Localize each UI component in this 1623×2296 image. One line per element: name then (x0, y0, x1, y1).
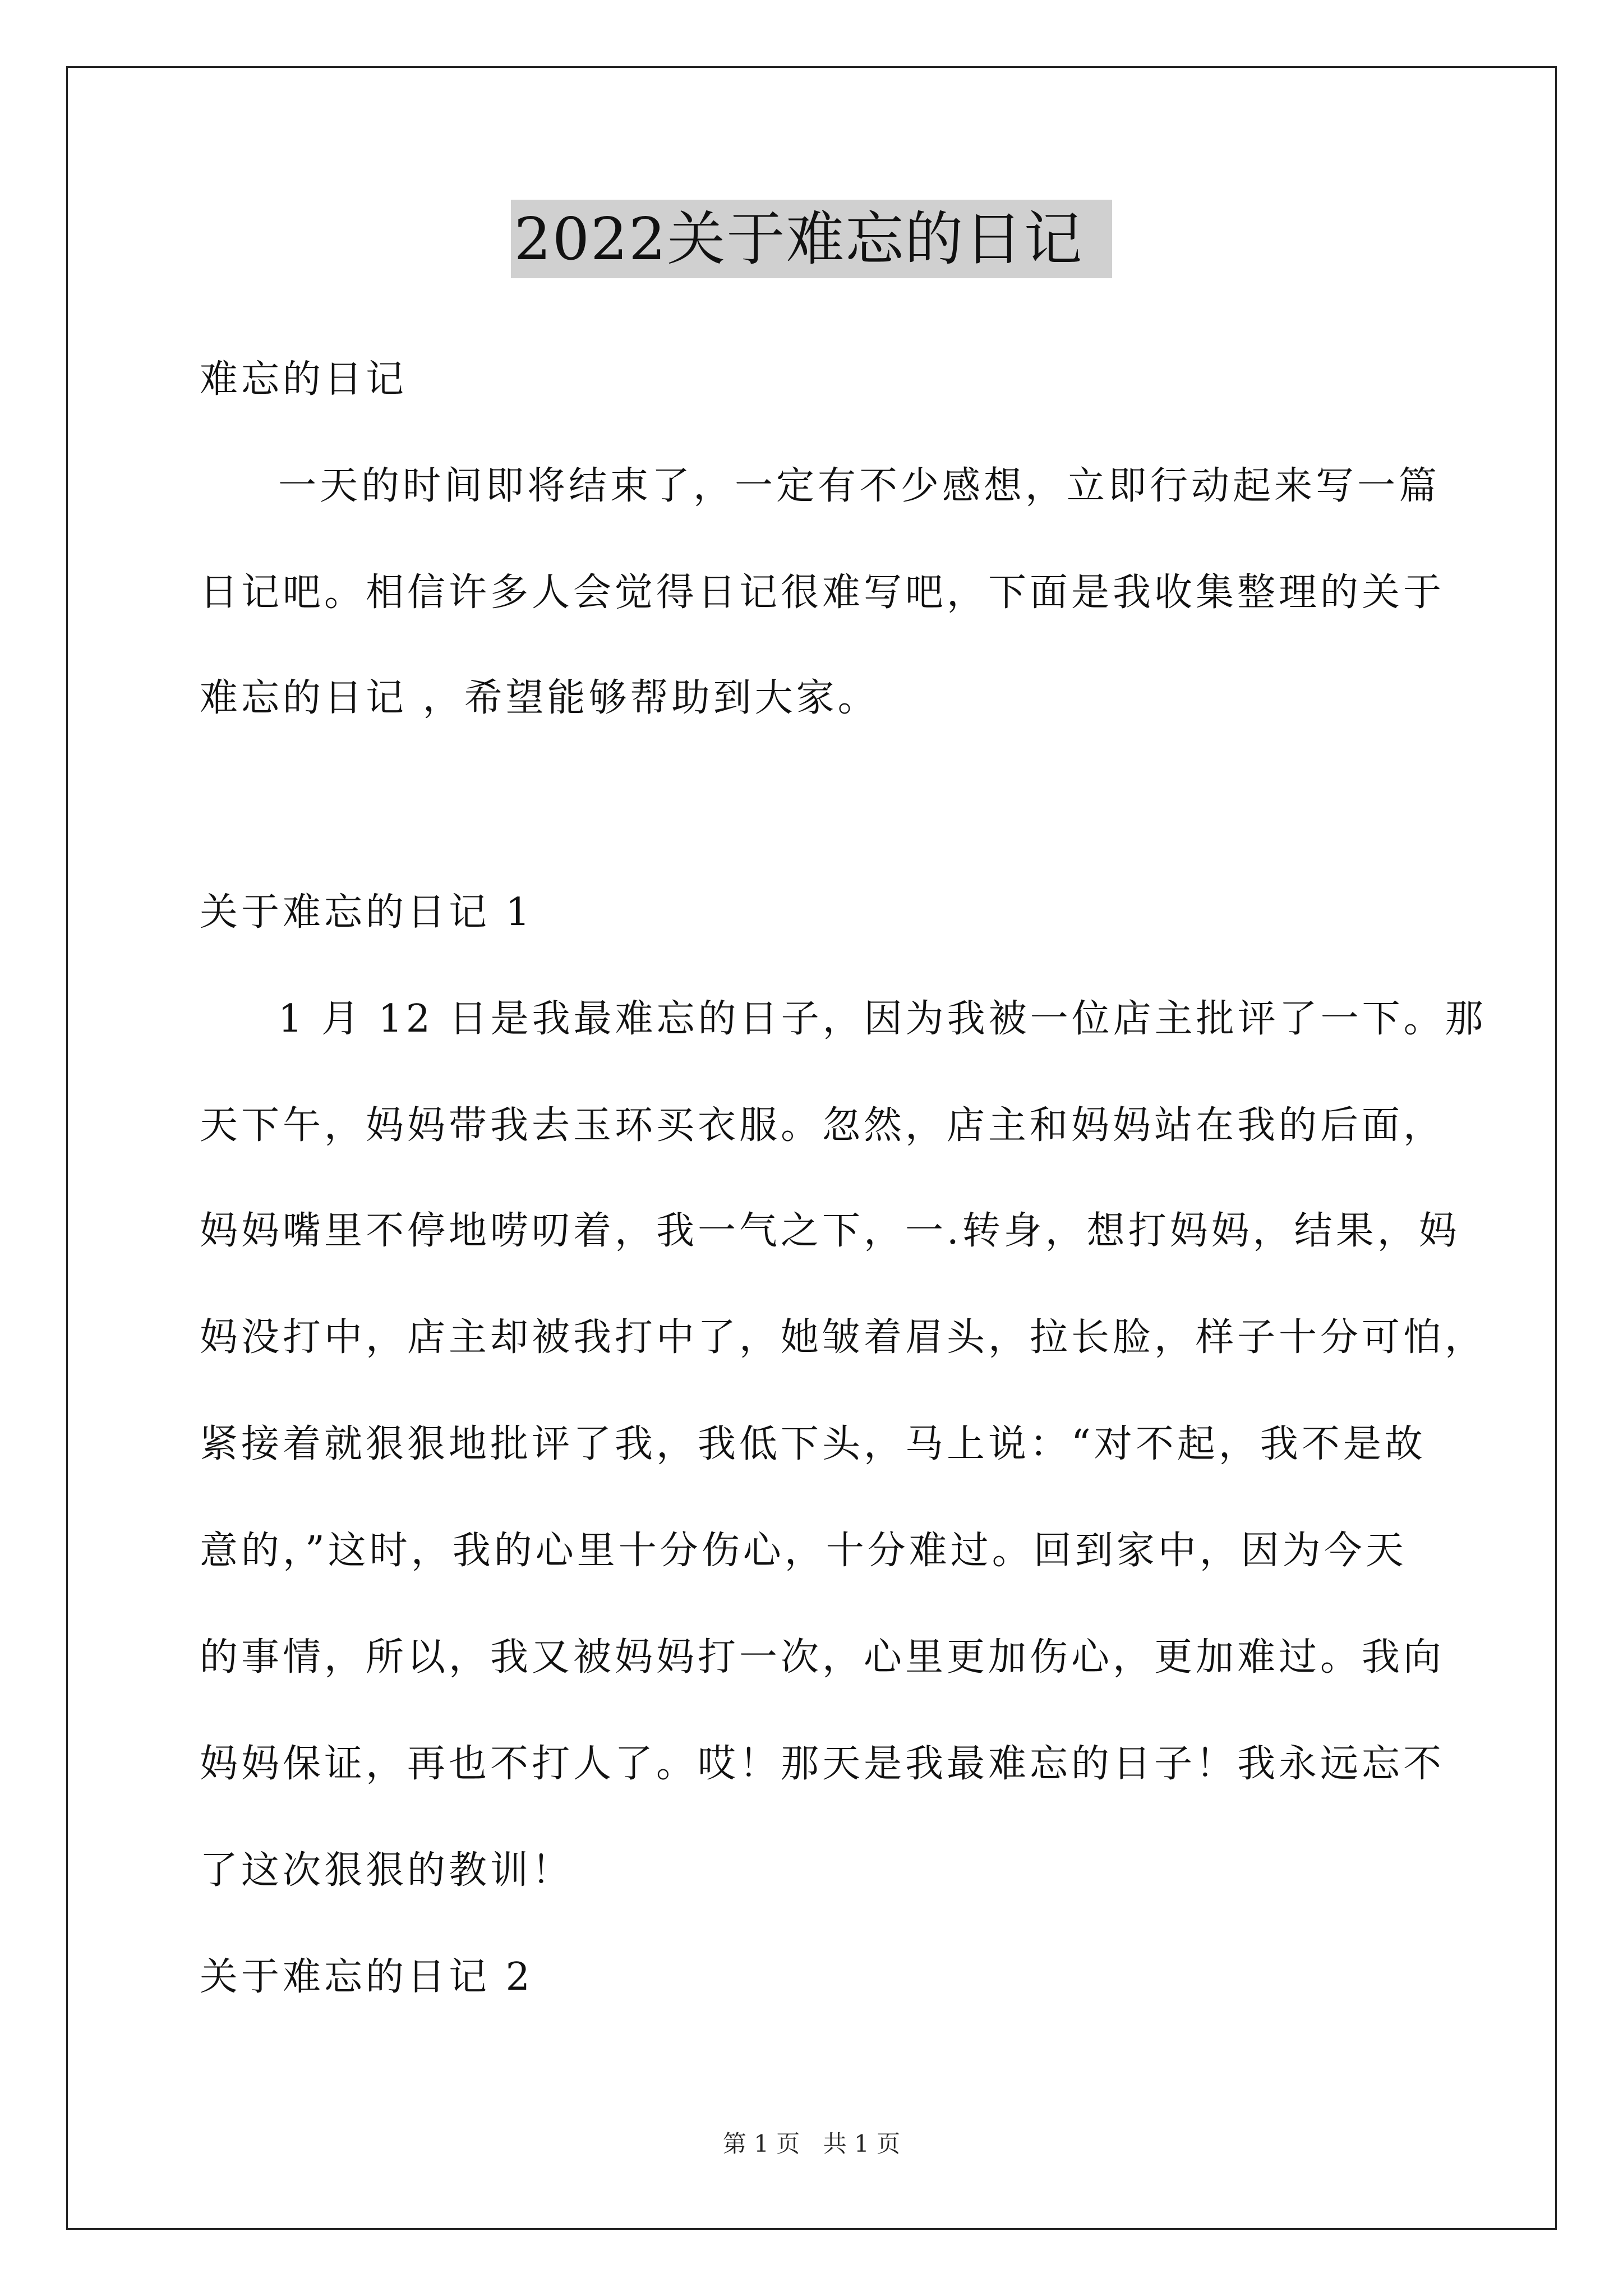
paragraph-line: 意的，”这时，我的心里十分伤心，十分难过。回到家中，因为今天 (200, 1529, 1407, 1573)
paragraph-line: 的事情，所以，我又被妈妈打一次，心里更加伤心，更加难过。我向 (200, 1635, 1445, 1680)
paragraph-line: 紧接着就狠狠地批评了我，我低下头，马上说：“对不起，我不是故 (200, 1422, 1426, 1466)
paragraph-line: 一天的时间即将结束了，一定有不少感想，立即行动起来写一篇 (278, 464, 1441, 508)
paragraph-line: 了这次狠狠的教训！ (200, 1848, 574, 1893)
paragraph-line: 1 月 12 日是我最难忘的日子，因为我被一位店主批评了一下。那 (278, 997, 1487, 1041)
page-number: 第 1 页 (722, 2130, 800, 2157)
section-heading: 关于难忘的日记 2 (200, 1955, 533, 1999)
paragraph-line: 妈妈保证，再也不打人了。哎！那天是我最难忘的日子！我永远忘不 (200, 1742, 1445, 1786)
paragraph-line: 天下午，妈妈带我去玉环买衣服。忽然，店主和妈妈站在我的后面， (200, 1103, 1445, 1148)
paragraph-line: 难忘的日记 ，希望能够帮助到大家。 (200, 676, 879, 720)
page-total: 共 1 页 (823, 2130, 901, 2157)
paragraph-line: 妈妈嘴里不停地唠叨着，我一气之下，一.转身，想打妈妈，结果，妈 (200, 1209, 1460, 1253)
paragraph-line: 妈没打中，店主却被我打中了，她皱着眉头，拉长脸，样子十分可怕， (200, 1315, 1487, 1360)
paragraph-line: 日记吧。相信许多人会觉得日记很难写吧，下面是我收集整理的关于 (200, 570, 1445, 615)
title-container (0, 200, 1623, 278)
page-footer (0, 2127, 1623, 2161)
document-title: 2022关于难忘的日记 (511, 200, 1113, 278)
section-heading: 难忘的日记 (200, 357, 408, 402)
section-heading: 关于难忘的日记 1 (200, 890, 533, 935)
